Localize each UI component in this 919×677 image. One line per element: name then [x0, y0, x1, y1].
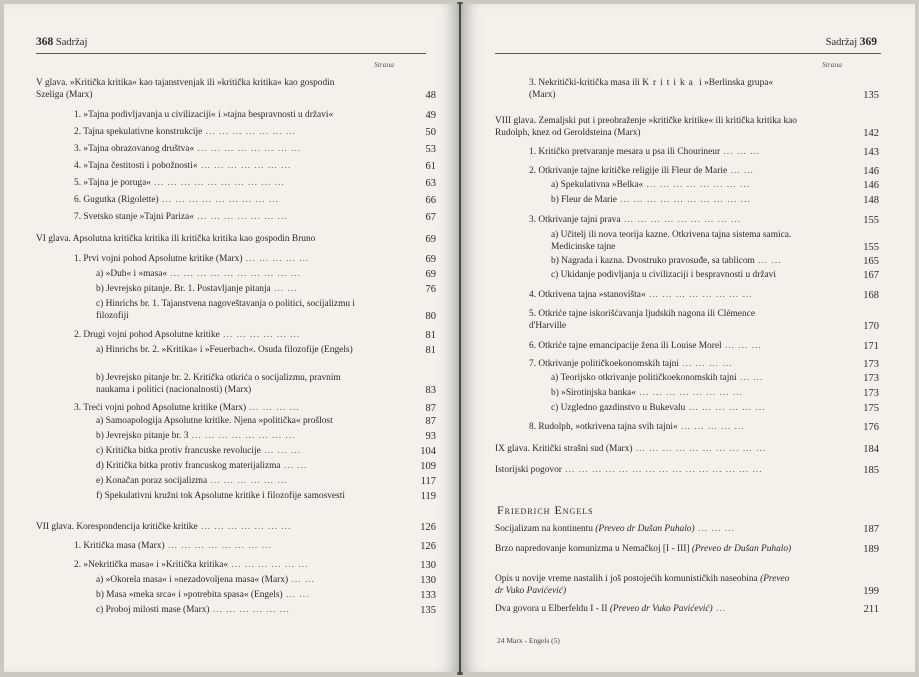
toc-entry: b) Nagrada i kazna. Dvostruko pravosuđe, sa tablicom ... ... 165 — [551, 256, 879, 267]
toc-entry-page: 93 — [425, 431, 436, 442]
toc-entry: e) Konačan poraz socijalizma ... ... ... ... ... ... 117 — [96, 476, 436, 487]
right-page — [461, 4, 915, 672]
toc-entry-text: e) Konačan poraz socijalizma — [96, 476, 208, 486]
toc-entry-text: 1. Kritičko pretvaranje mesara u psa ili Chourineur — [529, 147, 721, 157]
toc-entry-text: 2. Tajna spekulativne konstrukcije — [74, 127, 203, 137]
toc-entry-page: 155 — [863, 241, 879, 253]
toc-entry-text: VIII glava. Zemaljski put i preobraženje »kritičke kritike« ili kritička kritika kao Rudolph, knez od Geroldsteina (Marx) — [495, 116, 797, 138]
toc-entry-text: Dva govora u Elberfeldu I - II — [495, 604, 608, 614]
toc-entry: 3. Treći vojni pohod Apsolutne kritike (Marx) ... ... ... ... 87 — [74, 403, 436, 414]
toc-entry-translator: (Preveo dr Dušan Puhalo) — [691, 544, 792, 554]
toc-entry-text: 3. »Tajna obrazovanog društva« — [74, 144, 195, 154]
toc-entry-page: 66 — [425, 195, 436, 206]
toc-entry-text: a) Učitelj ili nova teorija kazne. Otkrivena tajna sistema samica. Medicinske tajne — [551, 230, 792, 252]
toc-entry-page: 119 — [420, 491, 436, 502]
toc-entry: b) Fleur de Marie ... ... ... ... ... ... ... ... ... ... 148 — [551, 195, 879, 206]
toc-entry — [495, 116, 879, 139]
right-strana-label: Strana — [822, 60, 843, 69]
toc-entry — [74, 110, 436, 122]
toc-entry: 5. »Tajna je poruga« ... ... ... ... ... ... ... ... ... ... 63 — [74, 178, 436, 189]
toc-entry — [551, 270, 879, 282]
toc-entry: c) Proboj milosti mase (Marx) ... ... ... ... ... ... 135 — [96, 605, 436, 616]
toc-entry-page: 76 — [425, 284, 436, 295]
toc-entry-page: 80 — [425, 310, 436, 322]
toc-entry-text: 1. »Tajna podivljavanja u civilizaciji« i »tajna bespravnosti u državi« — [74, 110, 334, 120]
toc-entry-page: 146 — [863, 166, 879, 177]
toc-entry-spaced-word: Kritika — [642, 78, 697, 88]
toc-entry: Dva govora u Elberfeldu I - II (Preveo dr Vuko Pavićević) ... 211 — [495, 604, 879, 615]
toc-entry-text: d) Kritička bitka protiv francuskog materijalizma — [96, 461, 281, 471]
toc-entry-text: V glava. »Kritička kritika« kao tajanstvenjak ili »kritička kritika« kao gospodin Szeliga (Marx) — [36, 78, 335, 100]
toc-entry-page: 87 — [425, 416, 436, 427]
toc-entry-text-tail: i »Berlinska grupa« (Marx) — [529, 78, 774, 100]
toc-entry-text: 1. Prvi vojni pohod Apsolutne kritike (Marx) — [74, 254, 243, 264]
toc-entry: a) Teorijsko otkrivanje političkoekonomskih tajni ... ... 173 — [551, 373, 879, 384]
right-running-head — [826, 36, 877, 48]
toc-entry: 4. Otkrivena tajna »stanovišta« ... ... ... ... ... ... ... ... 168 — [529, 290, 879, 301]
toc-entry: 3. Otkrivanje tajni prava ... ... ... ... ... ... ... ... ... 155 — [529, 215, 879, 226]
toc-entry-text: 7. Otkrivanje političkoekonomskih tajni — [529, 359, 679, 369]
toc-entry-text: 4. »Tajna čestitosti i pobožnosti« — [74, 161, 198, 171]
toc-entry-text: 3. Treći vojni pohod Apsolutne kritike (Marx) — [74, 403, 247, 413]
toc-entry-page: 81 — [425, 330, 436, 341]
toc-entry-text: 3. Nekritički-kritička masa ili — [529, 78, 643, 88]
toc-entry — [529, 309, 879, 332]
toc-entry-page: 189 — [863, 544, 879, 555]
toc-entry: 8. Rudolph, »otkrivena tajna svih tajni« ... ... ... ... ... 176 — [529, 422, 879, 433]
toc-entry-text: c) Ukidanje podivljanja u civilizaciji i bespravnosti u državi — [551, 270, 776, 280]
toc-entry-text: 3. Otkrivanje tajni prava — [529, 215, 621, 225]
toc-entry-text: 8. Rudolph, »otkrivena tajna svih tajni« — [529, 422, 678, 432]
toc-entry: 1. Prvi vojni pohod Apsolutne kritike (Marx) ... ... ... ... ... 69 — [74, 254, 436, 265]
toc-entry-page: 83 — [425, 384, 436, 396]
left-running-head — [36, 36, 87, 48]
toc-entry-page: 184 — [863, 444, 879, 455]
toc-entry-page: 69 — [425, 269, 436, 280]
toc-entry-text: a) Spekulativna »Belka« — [551, 180, 644, 190]
toc-entry: c) Kritička bitka protiv francuske revolucije ... ... ... 104 — [96, 446, 436, 457]
toc-entry: b) Jevrejsko pitanje. Br. 1. Postavljanje pitanja ... ... 76 — [96, 284, 436, 295]
toc-entry-text: b) Fleur de Marie — [551, 195, 617, 205]
toc-entry: b) »Sirotinjska banka« ... ... ... ... ... ... ... ... 173 — [551, 388, 879, 399]
toc-entry-text: a) Teorijsko otkrivanje političkoekonomskih tajni — [551, 373, 737, 383]
toc-entry-text: 6. Gugutka (Rigolette) — [74, 195, 159, 205]
toc-entry-translator: (Preveo dr Vuko Pavićević) — [609, 604, 713, 614]
toc-entry-page: 165 — [863, 256, 879, 267]
toc-entry-page: 67 — [425, 212, 436, 223]
left-page — [4, 4, 459, 672]
toc-entry-text: 2. Otkrivanje tajne kritičke religije ili Fleur de Marie — [529, 166, 728, 176]
toc-entry: a) »Okorela masa« i »nezadovoljena masa« (Marx) ... ... 130 — [96, 575, 436, 586]
toc-entry: 7. Svetsko stanje »Tajni Pariza« ... ... ... ... ... ... ... 67 — [74, 212, 436, 223]
toc-entry-page: 171 — [863, 341, 879, 352]
toc-entry-page: 130 — [420, 560, 436, 571]
toc-entry-page: 211 — [863, 604, 879, 615]
section-heading-text: Friedrich Engels — [497, 503, 594, 517]
toc-entry — [96, 345, 436, 357]
toc-entry-text: b) Jevrejsko pitanje br. 2. Kritička otkrića o socijalizmu, pravnim naukama i politici (nacionalnosti) (Marx) — [96, 373, 341, 395]
section-heading-engels — [497, 503, 594, 518]
signature-footnote: 24 Marx - Engels (5) — [497, 636, 560, 645]
toc-entry — [495, 574, 879, 597]
toc-entry: 2. Tajna spekulativne konstrukcije ... ... ... ... ... ... ... 50 — [74, 127, 436, 138]
toc-entry-text: a) Samoapologija Apsolutne kritike. Njena »politička« prošlost — [96, 416, 333, 426]
toc-entry-page: 49 — [425, 110, 436, 121]
toc-entry: c) Uzgledno gazdinstvo u Bukevalu ... ... ... ... ... ... 175 — [551, 403, 879, 414]
toc-entry-page: 142 — [863, 127, 879, 139]
toc-entry-page: 173 — [863, 388, 879, 399]
toc-entry-text: c) Kritička bitka protiv francuske revolucije — [96, 446, 261, 456]
toc-entry-page: 199 — [863, 585, 879, 597]
toc-entry: 7. Otkrivanje političkoekonomskih tajni ... ... ... ... 173 — [529, 359, 879, 370]
toc-entry: 6. Otkriće tajne emancipacije žena ili Louise Morel ... ... ... 171 — [529, 341, 879, 352]
toc-entry: 2. Otkrivanje tajne kritičke religije ili Fleur de Marie ... ... 146 — [529, 166, 879, 177]
toc-entry-page: 176 — [863, 422, 879, 433]
toc-entry-page: 146 — [863, 180, 879, 191]
toc-entry: VII glava. Korespondencija kritičke kritike ... ... ... ... ... ... ... 126 — [36, 522, 436, 533]
toc-entry — [96, 416, 436, 428]
toc-entry-text: VII glava. Korespondencija kritičke kritike — [36, 522, 198, 532]
toc-entry-page: 135 — [863, 89, 879, 101]
toc-entry-text: b) »Sirotinjska banka« — [551, 388, 636, 398]
toc-entry: a) »Duh« i »masa« ... ... ... ... ... ... ... ... ... ... 69 — [96, 269, 436, 280]
toc-entry-page: 126 — [420, 541, 436, 552]
toc-entry-text: a) »Duh« i »masa« — [96, 269, 168, 279]
toc-entry-text: c) Proboj milosti mase (Marx) — [96, 605, 210, 615]
toc-entry-page: 167 — [863, 270, 879, 281]
toc-entry-page: 130 — [420, 575, 436, 586]
toc-entry: 6. Gugutka (Rigolette) ... ... ... ... ... ... ... ... ... 66 — [74, 195, 436, 206]
toc-entry-page: 168 — [863, 290, 879, 301]
toc-entry-page: 133 — [420, 590, 436, 601]
toc-entry-text: 7. Svetsko stanje »Tajni Pariza« — [74, 212, 194, 222]
toc-entry-text: b) Jevrejsko pitanje br. 3 — [96, 431, 189, 441]
toc-entry-translator: (Preveo dr Vuko Pavićević) — [495, 574, 790, 596]
toc-entry-page: 50 — [425, 127, 436, 138]
toc-entry — [96, 299, 436, 322]
toc-entry-text: f) Spekulativni kružni tok Apsolutne kritike i filozofije samosvesti — [96, 491, 345, 501]
toc-entry-text: Istorijski pogovor — [495, 465, 562, 475]
toc-entry-text: c) Hinrichs br. 1. Tajanstvena nagoveštavanja o politici, socijalizmu i filozofiji — [96, 299, 355, 321]
toc-entry-text: Brzo napredovanje komunizma u Nemačkoj [I - III] — [495, 544, 690, 554]
toc-entry: 2. »Nekritička masa« i »Kritička kritika« ... ... ... ... ... ... 130 — [74, 560, 436, 571]
toc-entry-page: 69 — [425, 234, 436, 245]
toc-entry-page: 126 — [420, 522, 436, 533]
toc-entry-text: 6. Otkriće tajne emancipacije žena ili Louise Morel — [529, 341, 722, 351]
toc-entry-page: 187 — [863, 524, 879, 535]
toc-entry-page: 117 — [420, 476, 436, 487]
toc-entry-text: 1. Kritička masa (Marx) — [74, 541, 165, 551]
toc-entry — [529, 78, 879, 101]
toc-entry-text: c) Uzgledno gazdinstvo u Bukevalu — [551, 403, 686, 413]
toc-entry: Socijalizam na kontinentu (Preveo dr Dušan Puhalo) ... ... ... 187 — [495, 524, 879, 535]
toc-entry: b) Jevrejsko pitanje br. 3 ... ... ... ... ... ... ... ... 93 — [96, 431, 436, 442]
toc-entry-page: 135 — [420, 605, 436, 616]
toc-entry-page: 48 — [425, 89, 436, 101]
toc-entry: 3. »Tajna obrazovanog društva« ... ... ... ... ... ... ... ... 53 — [74, 144, 436, 155]
toc-entry-text: a) »Okorela masa« i »nezadovoljena masa« (Marx) — [96, 575, 289, 585]
toc-entry-page: 69 — [425, 254, 436, 265]
toc-entry-text: b) Jevrejsko pitanje. Br. 1. Postavljanje pitanja — [96, 284, 271, 294]
toc-entry-page: 170 — [863, 320, 879, 332]
toc-entry-page: 61 — [425, 161, 436, 172]
left-header-rule — [36, 53, 426, 54]
toc-entry: a) Spekulativna »Belka« ... ... ... ... ... ... ... ... 146 — [551, 180, 879, 191]
toc-entry-page: 109 — [420, 461, 436, 472]
toc-entry-page: 148 — [863, 195, 879, 206]
toc-entry — [551, 230, 879, 253]
toc-entry-text: VI glava. Apsolutna kritička kritika ili kritička kritika kao gospodin Bruno — [36, 234, 316, 244]
left-page-number: 368 — [36, 36, 54, 48]
toc-entry-text: 2. »Nekritička masa« i »Kritička kritika« — [74, 560, 229, 570]
toc-entry-text: 5. Otkriće tajne iskorišćavanja ljudskih nagona ili Clémence d'Harville — [529, 309, 755, 331]
toc-entry-page: 155 — [863, 215, 879, 226]
toc-entry-page: 63 — [425, 178, 436, 189]
toc-entry-translator: (Preveo dr Dušan Puhalo) — [595, 524, 695, 534]
toc-entry-page: 173 — [863, 373, 879, 384]
toc-entry — [96, 491, 436, 503]
left-strana-label: Strana — [374, 60, 395, 69]
right-header-rule — [495, 53, 881, 54]
toc-entry-text: Opis u novije vreme nastalih i još postojećih komunističkih naseobina — [495, 574, 758, 584]
right-header-title: Sadržaj — [825, 37, 858, 48]
toc-entry — [36, 234, 436, 246]
toc-entry-text: b) Masa »meka srca« i »potrebita spasa« (Engels) — [96, 590, 283, 600]
toc-entry-page: 173 — [863, 359, 879, 370]
toc-entry: d) Kritička bitka protiv francuskog materijalizma ... ... 109 — [96, 461, 436, 472]
toc-entry-text: 4. Otkrivena tajna »stanovišta« — [529, 290, 646, 300]
toc-entry: 4. »Tajna čestitosti i pobožnosti« ... ... ... ... ... ... ... 61 — [74, 161, 436, 172]
toc-entry-page: 81 — [425, 345, 436, 356]
toc-entry-page: 87 — [425, 403, 436, 414]
left-header-title: Sadržaj — [55, 37, 88, 48]
toc-entry-text: IX glava. Kritički strašni sud (Marx) — [495, 444, 633, 454]
toc-entry: Istorijski pogovor ... ... ... ... ... ... ... ... ... ... ... ... ... ... ... 185 — [495, 465, 879, 476]
toc-entry: b) Masa »meka srca« i »potrebita spasa« (Engels) ... ... 133 — [96, 590, 436, 601]
toc-entry-page: 185 — [863, 465, 879, 476]
toc-entry: 2. Drugi vojni pohod Apsolutne kritike ... ... ... ... ... ... 81 — [74, 330, 436, 341]
toc-entry — [495, 544, 879, 556]
toc-entry-text: Socijalizam na kontinentu — [495, 524, 593, 534]
toc-entry-page: 53 — [425, 144, 436, 155]
toc-entry: 1. Kritičko pretvaranje mesara u psa ili Chourineur ... ... ... 143 — [529, 147, 879, 158]
right-page-number: 369 — [859, 36, 877, 48]
toc-entry — [96, 373, 436, 396]
toc-entry-page: 104 — [420, 446, 436, 457]
toc-entry-page: 143 — [863, 147, 879, 158]
toc-entry: 1. Kritička masa (Marx) ... ... ... ... ... ... ... ... 126 — [74, 541, 436, 552]
toc-entry — [36, 78, 436, 101]
toc-entry-text: b) Nagrada i kazna. Dvostruko pravosuđe, sa tablicom — [551, 256, 755, 266]
toc-entry: IX glava. Kritički strašni sud (Marx) ... ... ... ... ... ... ... ... ... ... 184 — [495, 444, 879, 455]
toc-entry-text: 2. Drugi vojni pohod Apsolutne kritike — [74, 330, 220, 340]
toc-entry-text: 5. »Tajna je poruga« — [74, 178, 151, 188]
toc-entry-text: a) Hinrichs br. 2. »Kritika« i »Feuerbach«. Osuda filozofije (Engels) — [96, 345, 353, 355]
toc-entry-page: 175 — [863, 403, 879, 414]
